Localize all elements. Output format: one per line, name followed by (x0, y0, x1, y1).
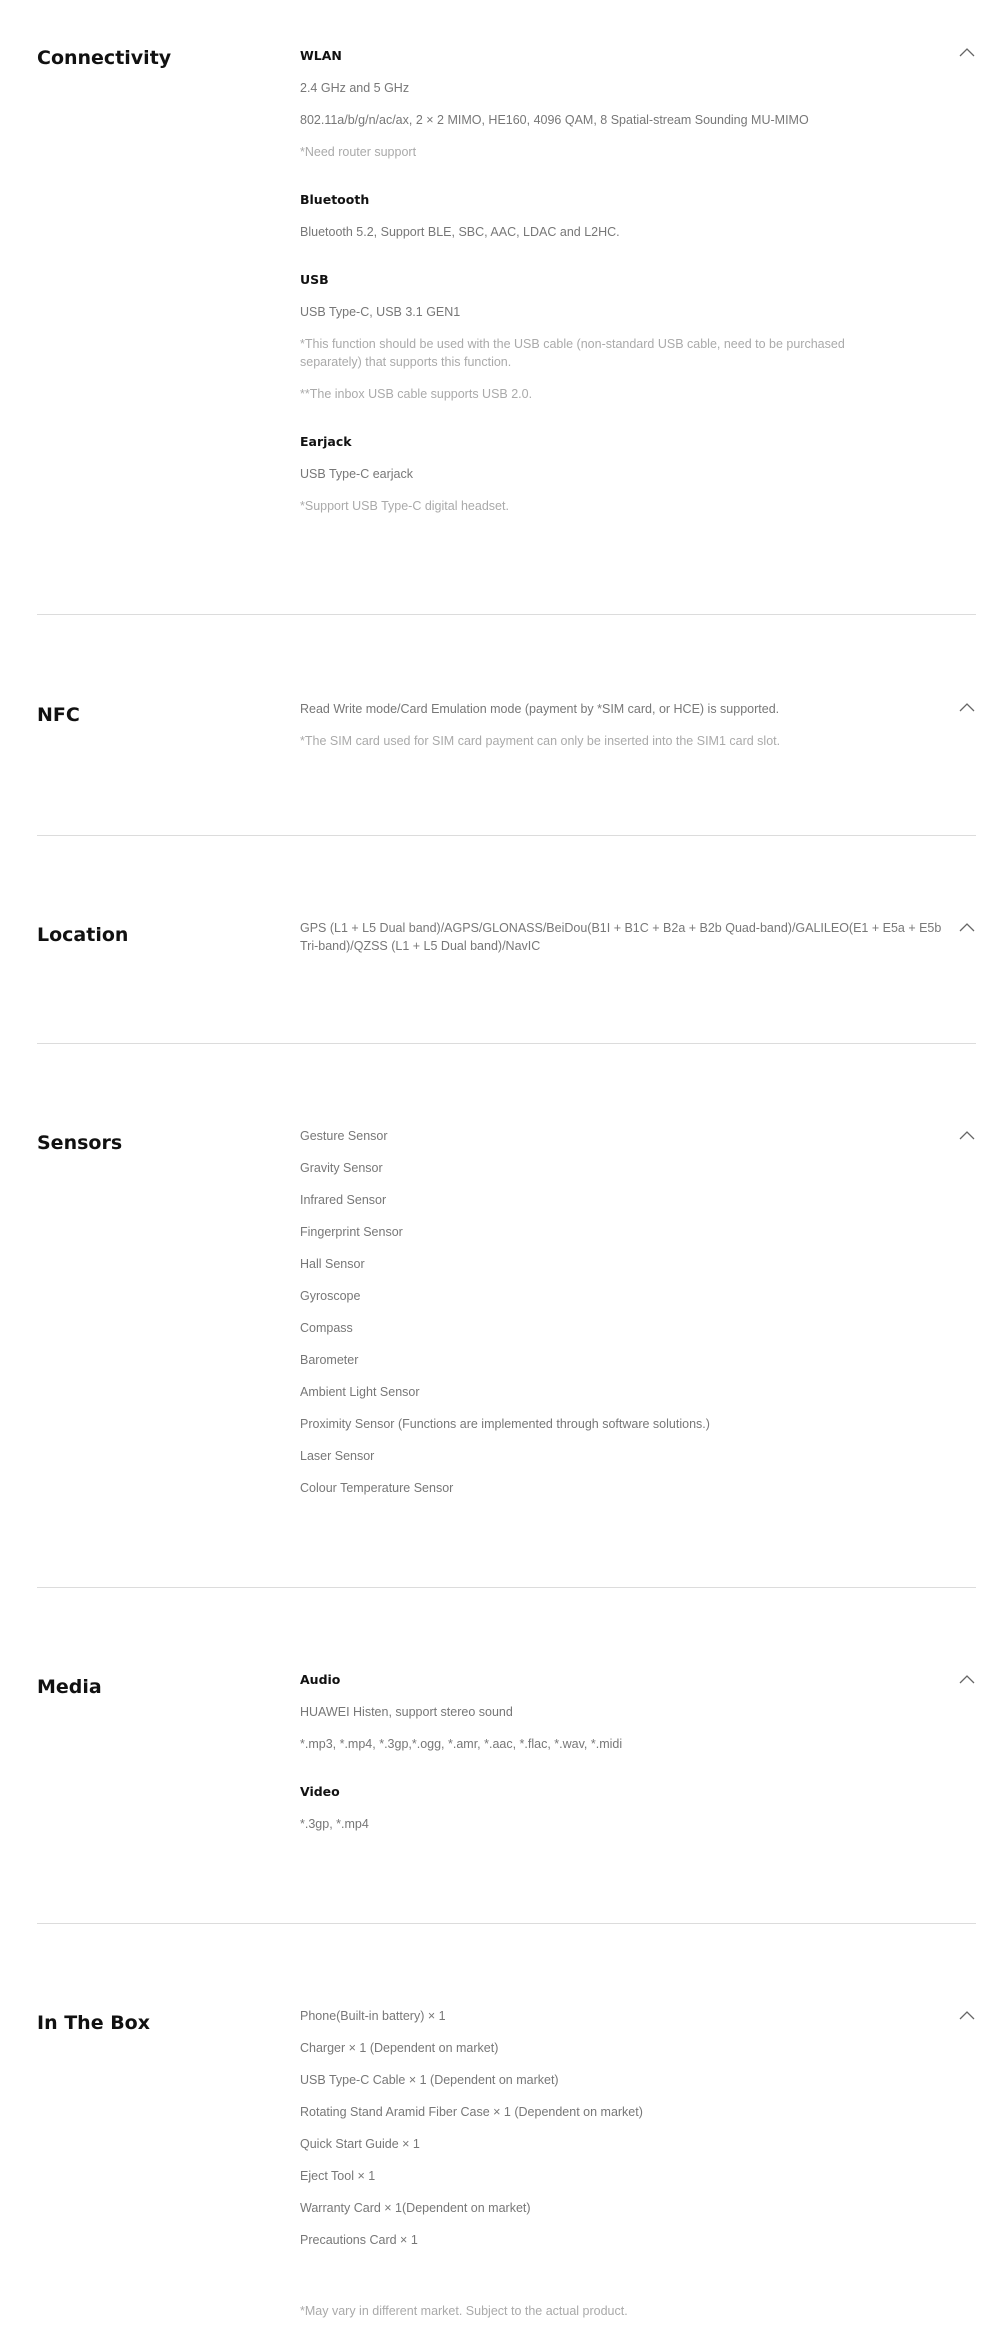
section-divider (37, 1587, 976, 1588)
sensors-content (300, 1127, 950, 1497)
spec-heading-usb: USB (300, 272, 329, 287)
list-item: Ambient Light Sensor (300, 1385, 420, 1399)
section-divider (37, 835, 976, 836)
list-item: Precautions Card × 1 (300, 2233, 418, 2247)
spec-note: *This function should be used with the USB cable (non-standard USB cable, need to be purchased (300, 337, 845, 351)
chevron-up-icon[interactable] (958, 921, 976, 933)
connectivity-content (300, 47, 950, 545)
chevron-up-icon[interactable] (958, 46, 976, 58)
spec-group-usb (300, 271, 950, 403)
section-title-media: Media (37, 1676, 102, 1698)
spec-note: *May vary in different market. Subject to the actual product. (300, 2304, 628, 2318)
list-item: Proximity Sensor (Functions are implemented through software solutions.) (300, 1417, 710, 1431)
list-item: Rotating Stand Aramid Fiber Case × 1 (Dependent on market) (300, 2105, 643, 2119)
spec-note: **The inbox USB cable supports USB 2.0. (300, 387, 533, 401)
list-item: Gravity Sensor (300, 1161, 383, 1175)
spec-value: Read Write mode/Card Emulation mode (payment by *SIM card, or HCE) is supported. (300, 702, 780, 716)
box-content (300, 2007, 950, 2320)
section-divider (37, 1923, 976, 1924)
spec-note: *The SIM card used for SIM card payment can only be inserted into the SIM1 card slot. (300, 734, 781, 748)
spec-heading-bluetooth: Bluetooth (300, 192, 370, 207)
list-item: Charger × 1 (Dependent on market) (300, 2041, 499, 2055)
list-item: Phone(Built-in battery) × 1 (300, 2009, 446, 2023)
list-item: Colour Temperature Sensor (300, 1481, 454, 1495)
spec-note: *Need router support (300, 145, 417, 159)
list-item: USB Type-C Cable × 1 (Dependent on market) (300, 2073, 559, 2087)
section-title-in-the-box: In The Box (37, 2012, 150, 2034)
spec-group-bluetooth (300, 191, 950, 241)
list-item: Hall Sensor (300, 1257, 365, 1271)
spec-value: Tri-band)/QZSS (L1 + L5 Dual band)/NavIC (300, 939, 541, 953)
chevron-up-icon[interactable] (958, 1673, 976, 1685)
list-item: Eject Tool × 1 (300, 2169, 376, 2183)
spec-value: GPS (L1 + L5 Dual band)/AGPS/GLONASS/BeiDou(B1I + B1C + B2a + B2b Quad-band)/GALILEO(E1 + E5a + E5b (300, 921, 942, 935)
media-content (300, 1671, 950, 1863)
section-title-location: Location (37, 924, 129, 946)
spec-value: USB Type-C, USB 3.1 GEN1 (300, 305, 461, 319)
list-item: Infrared Sensor (300, 1193, 387, 1207)
spec-heading-wlan: WLAN (300, 48, 342, 63)
section-title-connectivity: Connectivity (37, 47, 172, 69)
list-item: Quick Start Guide × 1 (300, 2137, 420, 2151)
section-title-sensors: Sensors (37, 1132, 123, 1154)
list-item: Laser Sensor (300, 1449, 375, 1463)
spec-value: 802.11a/b/g/n/ac/ax, 2 × 2 MIMO, HE160, 4096 QAM, 8 Spatial-stream Sounding MU-MIMO (300, 113, 809, 127)
section-title-nfc: NFC (37, 704, 80, 726)
spec-group-earjack (300, 433, 950, 515)
spec-heading-video: Video (300, 1784, 340, 1799)
spec-value: Bluetooth 5.2, Support BLE, SBC, AAC, LDAC and L2HC. (300, 225, 620, 239)
list-item: Warranty Card × 1(Dependent on market) (300, 2201, 531, 2215)
spec-group-audio (300, 1671, 950, 1753)
list-item: Gesture Sensor (300, 1129, 388, 1143)
chevron-up-icon[interactable] (958, 2009, 976, 2021)
spec-value: *.mp3, *.mp4, *.3gp,*.ogg, *.amr, *.aac, *.flac, *.wav, *.midi (300, 1737, 623, 1751)
nfc-content (300, 700, 950, 750)
chevron-up-icon[interactable] (958, 701, 976, 713)
location-content (300, 919, 950, 955)
spec-note: separately) that supports this function. (300, 355, 512, 369)
spec-heading-audio: Audio (300, 1672, 341, 1687)
spec-value: HUAWEI Histen, support stereo sound (300, 1705, 513, 1719)
spec-heading-earjack: Earjack (300, 434, 352, 449)
list-item: Barometer (300, 1353, 359, 1367)
list-item: Compass (300, 1321, 353, 1335)
spec-group-wlan (300, 47, 950, 161)
list-item: Fingerprint Sensor (300, 1225, 403, 1239)
chevron-up-icon[interactable] (958, 1129, 976, 1141)
spec-value: USB Type-C earjack (300, 467, 414, 481)
spec-group-video (300, 1783, 950, 1833)
spec-value: *.3gp, *.mp4 (300, 1817, 369, 1831)
section-divider (37, 1043, 976, 1044)
section-divider (37, 614, 976, 615)
list-item: Gyroscope (300, 1289, 361, 1303)
spec-value: 2.4 GHz and 5 GHz (300, 81, 410, 95)
spec-note: *Support USB Type-C digital headset. (300, 499, 509, 513)
